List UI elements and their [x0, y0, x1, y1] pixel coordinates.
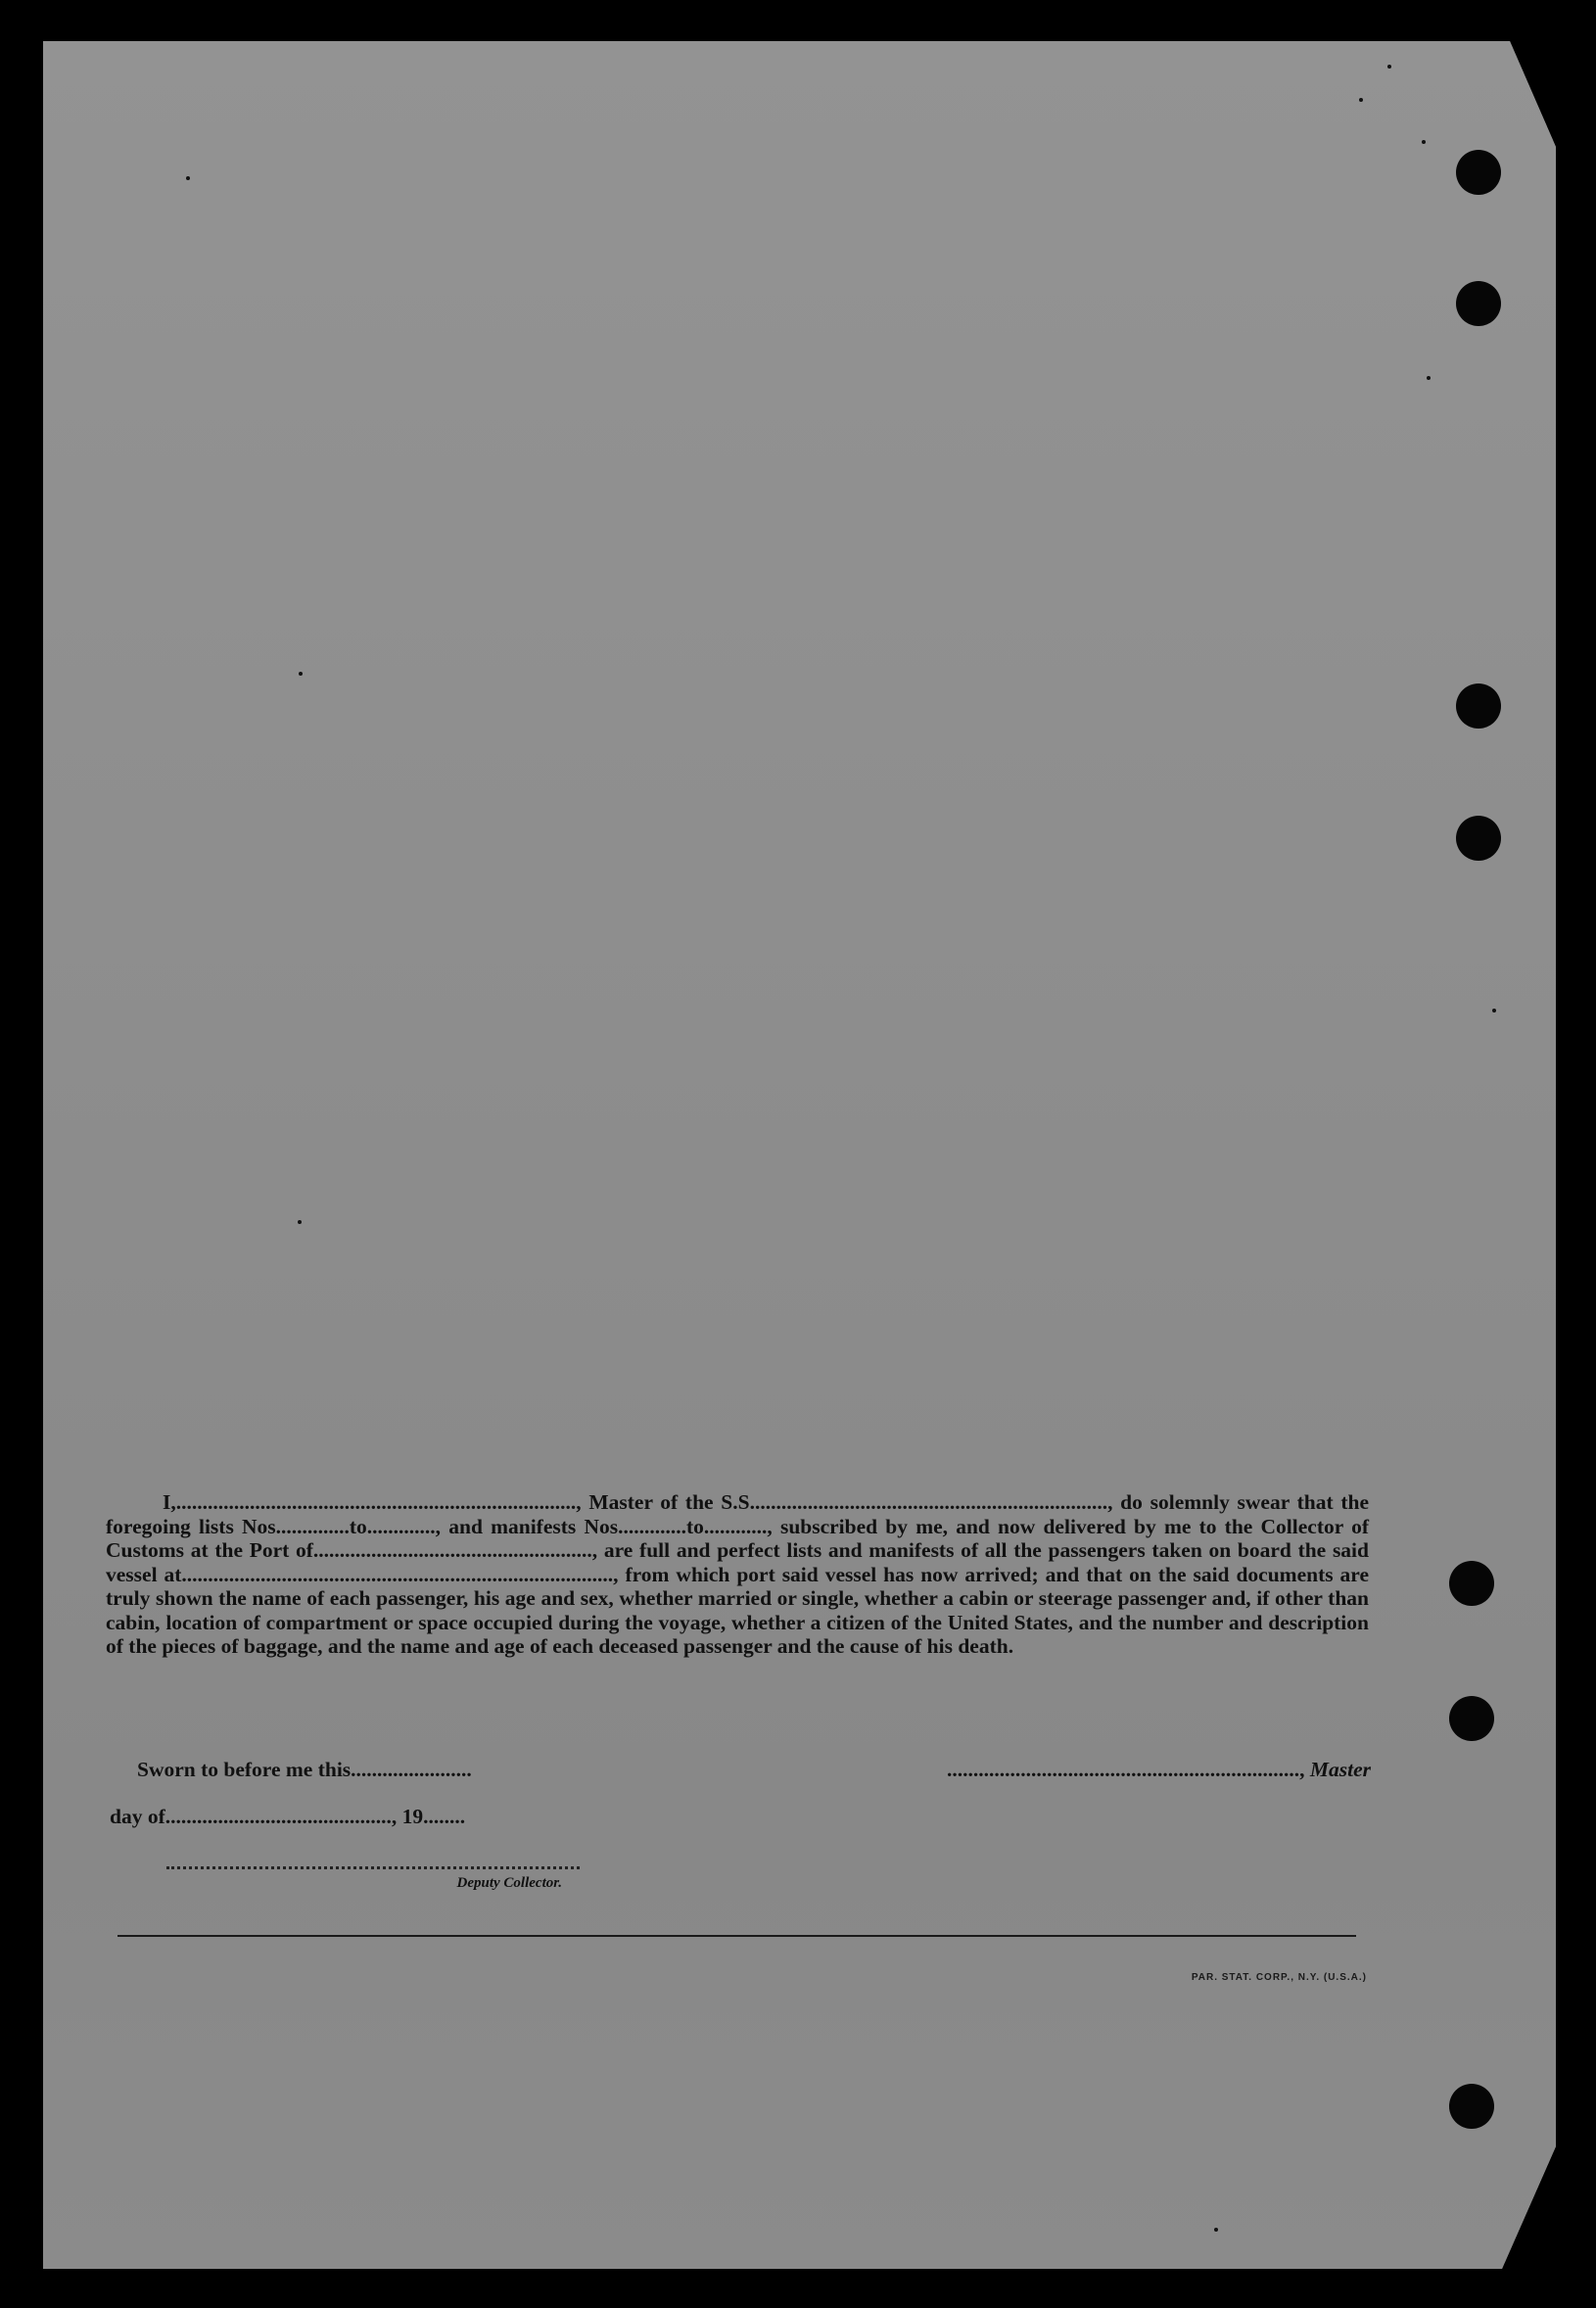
speck: [1387, 65, 1391, 69]
speck: [299, 672, 303, 676]
masters-oath: [106, 1490, 1369, 1659]
deputy-collector-label: Deputy Collector.: [456, 1875, 562, 1891]
deputy-signature-line: [166, 1866, 580, 1869]
day-of-line: day of..........................................., 19........: [110, 1805, 466, 1828]
master-label: Master: [1309, 1758, 1371, 1781]
punch-hole: [1456, 150, 1501, 195]
speck: [1492, 1009, 1496, 1013]
speck: [1427, 376, 1431, 380]
speck: [1214, 2228, 1218, 2232]
sworn-statement: Sworn to before me this.......................: [137, 1758, 472, 1781]
punch-hole: [1449, 1696, 1494, 1741]
printer-imprint: PAR. STAT. CORP., N.Y. (U.S.A.): [1191, 1972, 1367, 1983]
speck: [298, 1220, 302, 1224]
punch-hole: [1456, 683, 1501, 729]
speck: [186, 176, 190, 180]
master-signature-line: [862, 1758, 1371, 1782]
master-dots: ...................................................................,: [947, 1758, 1310, 1781]
punch-hole: [1456, 281, 1501, 326]
oath-paragraph: I,............................................................................, Master of the S.S...................................................................., do solemnly swear that the foregoing lists Nos..............to............., and manifests Nos.............to............, subscribed by me, and now delivered by me to the Collector of Customs at the Port of....................................................., are full and perfect lists and manifests of all the passengers taken on board the said vessel at.................................................................................., from which port said vessel has now arrived; and that on the said documents are truly shown the name of each passenger, his age and sex, whether married or single, whether a cabin or steerage passenger and, if other than cabin, location of compartment or space occupied during the voyage, whether a citizen of the United States, and the number and description of the pieces of baggage, and the name and age of each deceased passenger and the cause of his death.: [106, 1490, 1369, 1658]
bottom-rule: [117, 1935, 1356, 1937]
punch-hole: [1449, 1561, 1494, 1606]
speck: [1422, 140, 1426, 144]
punch-hole: [1449, 2084, 1494, 2129]
punch-hole: [1456, 816, 1501, 861]
speck: [1359, 98, 1363, 102]
